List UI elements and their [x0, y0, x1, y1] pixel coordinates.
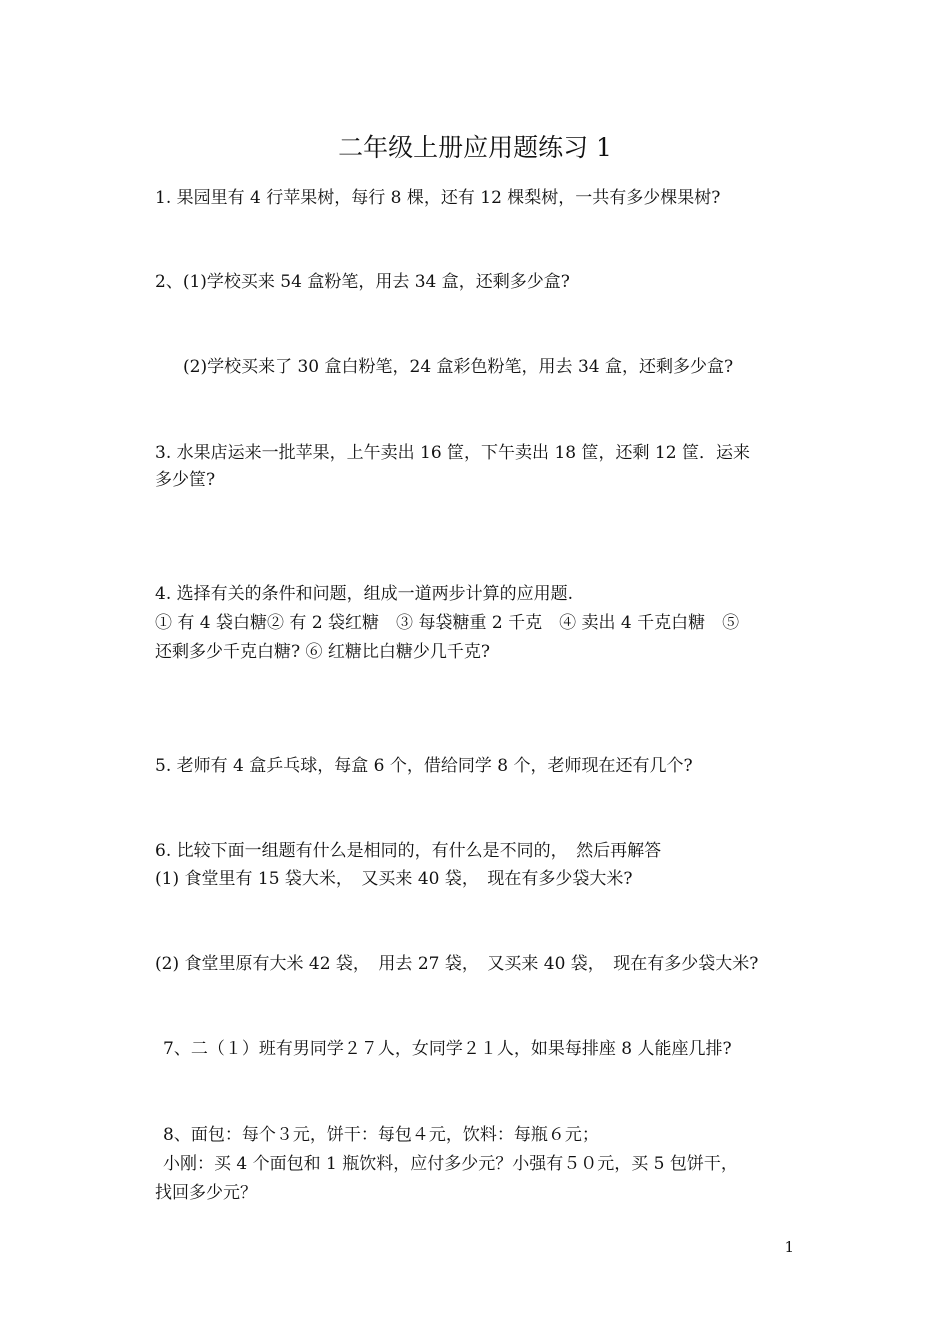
question-7: 7、二（１）班有男同学２７人，女同学２１人，如果每排座 8 人能座几排? — [163, 1039, 732, 1059]
question-8-line-3: 找回多少元？ — [155, 1183, 257, 1203]
page-title: 二年级上册应用题练习 1 — [338, 133, 612, 162]
question-6-part-2: (2) 食堂里原有大米 42 袋， 用去 27 袋， 又买来 40 袋， 现在有多少袋大米? — [155, 954, 759, 974]
question-4-line-2: ① 有 4 袋白糖② 有 2 袋红糖 ③ 每袋糖重 2 千克 ④ 卖出 4 千克白糖 ⑤ — [155, 613, 740, 633]
question-4-line-3: 还剩多少千克白糖? ⑥ 红糖比白糖少几千克? — [155, 642, 491, 662]
question-8-line-2: 小刚：买 4 个面包和 1 瓶饮料，应付多少元？小强有５０元，买 5 包饼干， — [163, 1154, 738, 1174]
question-3-line-1: 3. 水果店运来一批苹果，上午卖出 16 筐，下午卖出 18 筐，还剩 12 筐．运来 — [155, 443, 750, 463]
question-3-line-2: 多少筐? — [155, 470, 216, 490]
question-1: 1. 果园里有 4 行苹果树，每行 8 棵，还有 12 棵梨树，一共有多少棵果树? — [155, 188, 721, 208]
page-number: 1 — [784, 1238, 794, 1256]
question-5: 5. 老师有 4 盒乒乓球，每盒 6 个，借给同学 8 个，老师现在还有几个? — [155, 756, 693, 776]
question-8-line-1: 8、面包：每个３元，饼干：每包４元，饮料：每瓶６元； — [163, 1125, 599, 1145]
question-2-part-2: (2)学校买来了 30 盒白粉笔，24 盒彩色粉笔，用去 34 盒，还剩多少盒? — [183, 357, 734, 377]
question-2-part-1: 2、(1)学校买来 54 盒粉笔，用去 34 盒，还剩多少盒? — [155, 272, 570, 292]
question-6-part-1: (1) 食堂里有 15 袋大米， 又买来 40 袋， 现在有多少袋大米? — [155, 869, 633, 889]
question-6-line-1: 6. 比较下面一组题有什么是相同的，有什么是不同的， 然后再解答 — [155, 841, 662, 861]
question-4-line-1: 4. 选择有关的条件和问题，组成一道两步计算的应用题. — [155, 584, 574, 604]
